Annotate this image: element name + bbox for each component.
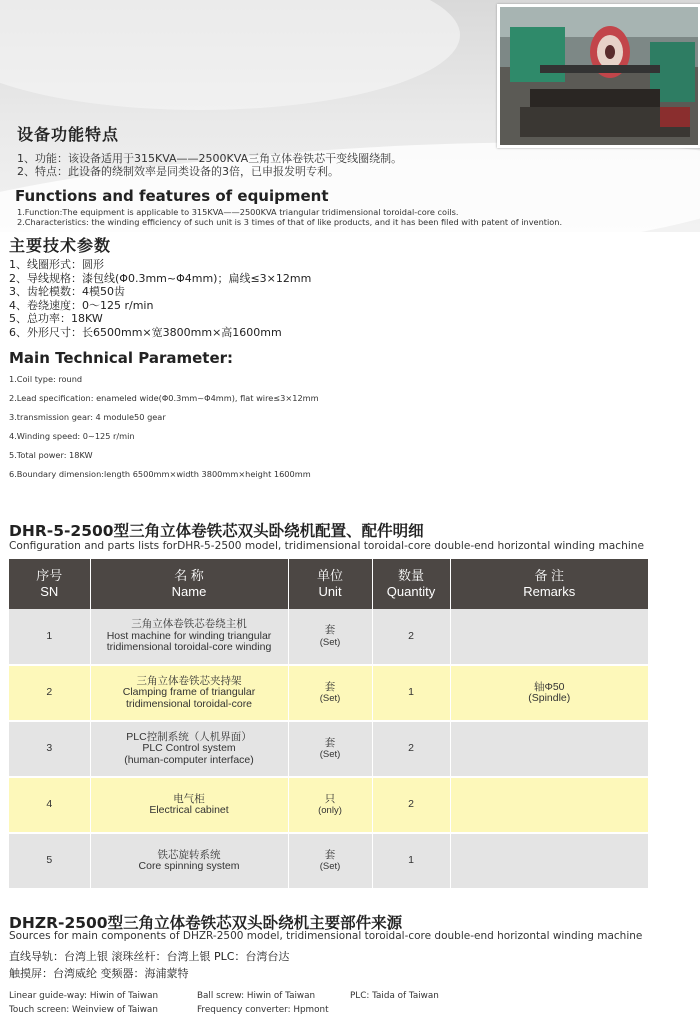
cell-sn: 1 bbox=[9, 609, 90, 665]
param-item-cn: 6、外形尺寸：长6500mm×宽3800mm×高1600mm bbox=[9, 325, 282, 339]
cell-name: 三角立体卷铁芯卷绕主机 Host machine for winding triangular tridimensional toroidal-core winding bbox=[90, 609, 288, 665]
source-touch-screen: Touch screen: Weinview of Taiwan bbox=[9, 1005, 158, 1015]
decorative-swoosh bbox=[0, 0, 460, 110]
features-line-2-en: 2.Characteristics: the winding efficiency of such unit is 3 times of that of like products, and it has been filed with patent of invention. bbox=[17, 217, 563, 227]
param-item-en: 1.Coil type: round bbox=[9, 374, 83, 384]
column-header-quantity: 数量 Quantity bbox=[372, 559, 450, 609]
cell-name: 电气柜 Electrical cabinet bbox=[90, 777, 288, 833]
cell-quantity: 2 bbox=[372, 777, 450, 833]
sources-title-en: Sources for main components of DHZR-2500 model, tridimensional toroidal-core double-end horizontal winding machine bbox=[9, 930, 643, 942]
column-header-name: 名 称 Name bbox=[90, 559, 288, 609]
source-linear-guide: Linear guide-way: Hiwin of Taiwan bbox=[9, 991, 159, 1001]
cell-remarks bbox=[450, 609, 648, 665]
param-item-en: 4.Winding speed: 0~125 r/min bbox=[9, 431, 135, 441]
cell-unit: 套 (Set) bbox=[288, 721, 372, 777]
params-title-cn: 主要技术参数 bbox=[9, 236, 112, 255]
source-frequency-converter: Frequency converter: Hpmont bbox=[197, 1005, 329, 1015]
param-item-en: 3.transmission gear: 4 module50 gear bbox=[9, 412, 166, 422]
cell-quantity: 2 bbox=[372, 609, 450, 665]
parts-table bbox=[9, 559, 648, 890]
cell-sn: 2 bbox=[9, 665, 90, 721]
sources-row-1-cn: 直线导轨：台湾上银 滚珠丝杆：台湾上银 PLC：台湾台达 bbox=[9, 950, 290, 963]
cell-name: 铁芯旋转系统 Core spinning system bbox=[90, 833, 288, 889]
param-item-cn: 2、导线规格：漆包线(Φ0.3mm~Φ4mm)；扁线≤3×12mm bbox=[9, 271, 312, 285]
cell-unit: 套 (Set) bbox=[288, 609, 372, 665]
param-item-en: 6.Boundary dimension:length 6500mm×width 3800mm×height 1600mm bbox=[9, 469, 311, 479]
config-title-cn: DHR-5-2500型三角立体卷铁芯双头卧绕机配置、配件明细 bbox=[9, 522, 424, 540]
cell-remarks bbox=[450, 721, 648, 777]
column-header-remarks: 备 注 Remarks bbox=[450, 559, 648, 609]
column-header-unit: 单位 Unit bbox=[288, 559, 372, 609]
param-item-en: 5.Total power: 18KW bbox=[9, 450, 93, 460]
cell-sn: 5 bbox=[9, 833, 90, 889]
cell-unit: 套 (Set) bbox=[288, 833, 372, 889]
table-row bbox=[9, 833, 648, 889]
table-row bbox=[9, 665, 648, 721]
features-title-en: Functions and features of equipment bbox=[15, 187, 329, 205]
param-item-cn: 1、线圈形式：圆形 bbox=[9, 258, 104, 271]
param-item-en: 2.Lead specification: enameled wide(Φ0.3mm~Φ4mm), flat wire≤3×12mm bbox=[9, 393, 319, 403]
features-title-cn: 设备功能特点 bbox=[17, 125, 120, 144]
features-line-1-cn: 1、功能：该设备适用于315KVA——2500KVA三角立体卷铁芯干变线圈绕制。 bbox=[17, 152, 403, 165]
table-row bbox=[9, 609, 648, 665]
features-line-1-en: 1.Function:The equipment is applicable to 315KVA——2500KVA triangular tridimensional toroidal-core coils. bbox=[17, 207, 459, 217]
param-item-cn: 4、卷绕速度：0～125 r/min bbox=[9, 298, 154, 312]
cell-name: 三角立体卷铁芯夹持架 Clamping frame of triangular tridimensional toroidal-core bbox=[90, 665, 288, 721]
machine-photo bbox=[497, 4, 700, 148]
cell-remarks bbox=[450, 833, 648, 889]
cell-quantity: 1 bbox=[372, 833, 450, 889]
cell-remarks: 轴Φ50 (Spindle) bbox=[450, 665, 648, 721]
cell-unit: 套 (Set) bbox=[288, 665, 372, 721]
params-list-cn bbox=[9, 258, 311, 339]
table-row bbox=[9, 777, 648, 833]
source-plc: PLC: Taida of Taiwan bbox=[350, 991, 439, 1001]
features-line-2-cn: 2、特点：此设备的绕制效率是同类设备的3倍，已申报发明专利。 bbox=[17, 165, 339, 178]
table-header-row bbox=[9, 559, 648, 609]
column-header-sn: 序号 SN bbox=[9, 559, 90, 609]
cell-unit: 只 (only) bbox=[288, 777, 372, 833]
sources-title-cn: DHZR-2500型三角立体卷铁芯双头卧绕机主要部件来源 bbox=[9, 914, 403, 932]
sources-row-2-cn: 触摸屏：台湾威纶 变频器：海浦蒙特 bbox=[9, 967, 189, 980]
cell-remarks bbox=[450, 777, 648, 833]
cell-sn: 3 bbox=[9, 721, 90, 777]
cell-quantity: 2 bbox=[372, 721, 450, 777]
config-title-en: Configuration and parts lists forDHR-5-2500 model, tridimensional toroidal-core double-end horizontal winding machine bbox=[9, 540, 645, 552]
cell-quantity: 1 bbox=[372, 665, 450, 721]
table-row bbox=[9, 721, 648, 777]
param-item-cn: 3、齿轮模数：4模50齿 bbox=[9, 285, 125, 298]
params-title-en: Main Technical Parameter: bbox=[9, 349, 234, 367]
param-item-cn: 5、总功率：18KW bbox=[9, 312, 103, 325]
cell-name: PLC控制系统（人机界面） PLC Control system (human-computer interface) bbox=[90, 721, 288, 777]
cell-sn: 4 bbox=[9, 777, 90, 833]
source-ball-screw: Ball screw: Hiwin of Taiwan bbox=[197, 991, 316, 1001]
